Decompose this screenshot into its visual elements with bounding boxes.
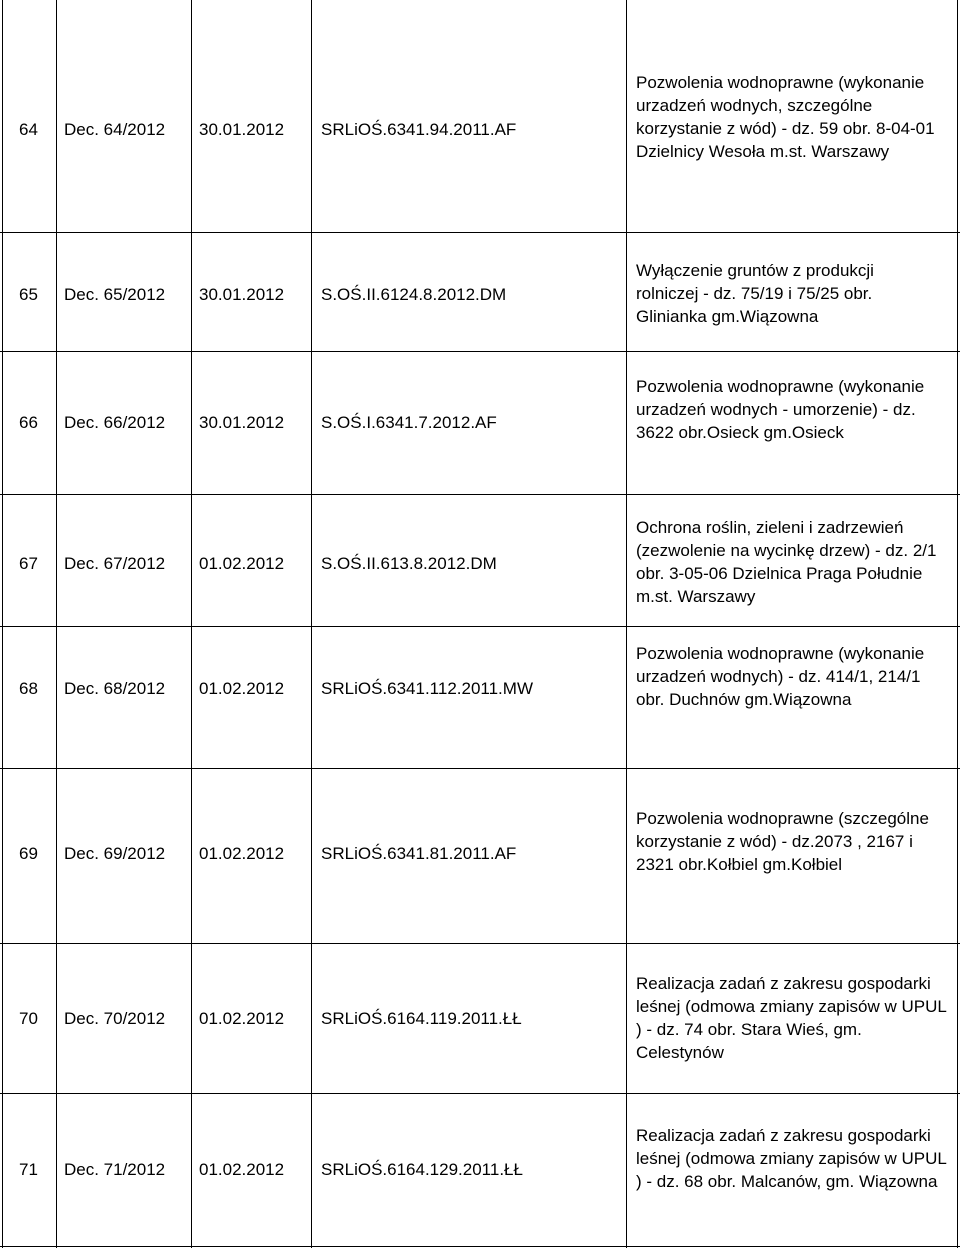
- decision-number: Dec. 68/2012: [64, 679, 166, 698]
- case-signature: SRLiOŚ.6341.112.2011.MW: [321, 679, 533, 698]
- case-signature: S.OŚ.I.6341.7.2012.AF: [321, 413, 497, 432]
- entry-number: 64: [19, 120, 38, 139]
- decision-date: 01.02.2012: [199, 1160, 285, 1179]
- decision-date: 30.01.2012: [199, 285, 285, 304]
- case-description: Wyłączenie gruntów z produkcji rolniczej - dz. 75/19 i 75/25 obr. Glinianka gm.Wiązowna: [636, 261, 874, 326]
- case-description: Realizacja zadań z zakresu gospodarki leśnej (odmowa zmiany zapisów w UPUL ) - dz. 74 obr. Stara Wieś, gm. Celestynów: [636, 974, 947, 1062]
- row-divider: [0, 626, 960, 627]
- case-description: Pozwolenia wodnoprawne (szczególne korzystanie z wód) - dz.2073 , 2167 i 2321 obr.Kołbiel gm.Kołbiel: [636, 809, 929, 874]
- entry-number: 71: [19, 1160, 38, 1179]
- case-signature: SRLiOŚ.6164.119.2011.ŁŁ: [321, 1009, 522, 1028]
- entry-number: 67: [19, 554, 38, 573]
- decision-number: Dec. 69/2012: [64, 844, 166, 863]
- case-signature: SRLiOŚ.6341.94.2011.AF: [321, 120, 517, 139]
- row-divider: [0, 1093, 960, 1094]
- column-divider-signature: [626, 0, 627, 1248]
- row-divider: [0, 494, 960, 495]
- case-description: Pozwolenia wodnoprawne (wykonanie urzadzeń wodnych) - dz. 414/1, 214/1 obr. Duchnów gm.Wiązowna: [636, 644, 925, 709]
- entry-number: 66: [19, 413, 38, 432]
- case-signature: S.OŚ.II.613.8.2012.DM: [321, 554, 497, 573]
- row-divider: [0, 768, 960, 769]
- row-divider: [0, 232, 960, 233]
- decision-number: Dec. 66/2012: [64, 413, 166, 432]
- decision-date: 30.01.2012: [199, 413, 285, 432]
- entry-number: 68: [19, 679, 38, 698]
- row-divider: [0, 351, 960, 352]
- decision-date: 01.02.2012: [199, 1009, 285, 1028]
- table-border-left: [2, 0, 3, 1248]
- entry-number: 70: [19, 1009, 38, 1028]
- case-signature: SRLiOŚ.6164.129.2011.ŁŁ: [321, 1160, 523, 1179]
- entry-number: 69: [19, 844, 38, 863]
- decision-number: Dec. 64/2012: [64, 120, 166, 139]
- decision-date: 01.02.2012: [199, 844, 285, 863]
- case-description: Realizacja zadań z zakresu gospodarki leśnej (odmowa zmiany zapisów w UPUL ) - dz. 68 obr. Malcanów, gm. Wiązowna: [636, 1126, 947, 1191]
- decision-date: 01.02.2012: [199, 554, 285, 573]
- case-signature: SRLiOŚ.6341.81.2011.AF: [321, 844, 517, 863]
- case-description: Pozwolenia wodnoprawne (wykonanie urzadzeń wodnych, szczególne korzystanie z wód) - dz. 59 obr. 8-04-01 Dzielnicy Wesoła m.st. Warszawy: [636, 73, 935, 161]
- row-divider: [0, 943, 960, 944]
- column-divider-num: [56, 0, 57, 1248]
- decision-number: Dec. 70/2012: [64, 1009, 166, 1028]
- decision-number: Dec. 65/2012: [64, 285, 166, 304]
- decision-date: 01.02.2012: [199, 679, 285, 698]
- case-description: Ochrona roślin, zieleni i zadrzewień (zezwolenie na wycinkę drzew) - dz. 2/1 obr. 3-05-06 Dzielnica Praga Południe m.st. Warszawy: [636, 518, 937, 606]
- table-border-bottom: [0, 1246, 960, 1247]
- decision-number: Dec. 67/2012: [64, 554, 166, 573]
- column-divider-date: [311, 0, 312, 1248]
- entry-number: 65: [19, 285, 38, 304]
- decision-number: Dec. 71/2012: [64, 1160, 166, 1179]
- column-divider-decision: [191, 0, 192, 1248]
- decision-date: 30.01.2012: [199, 120, 285, 139]
- case-signature: S.OŚ.II.6124.8.2012.DM: [321, 285, 507, 304]
- case-description: Pozwolenia wodnoprawne (wykonanie urzadzeń wodnych - umorzenie) - dz. 3622 obr.Osieck gm.Osieck: [636, 377, 925, 442]
- table-border-right: [957, 0, 958, 1248]
